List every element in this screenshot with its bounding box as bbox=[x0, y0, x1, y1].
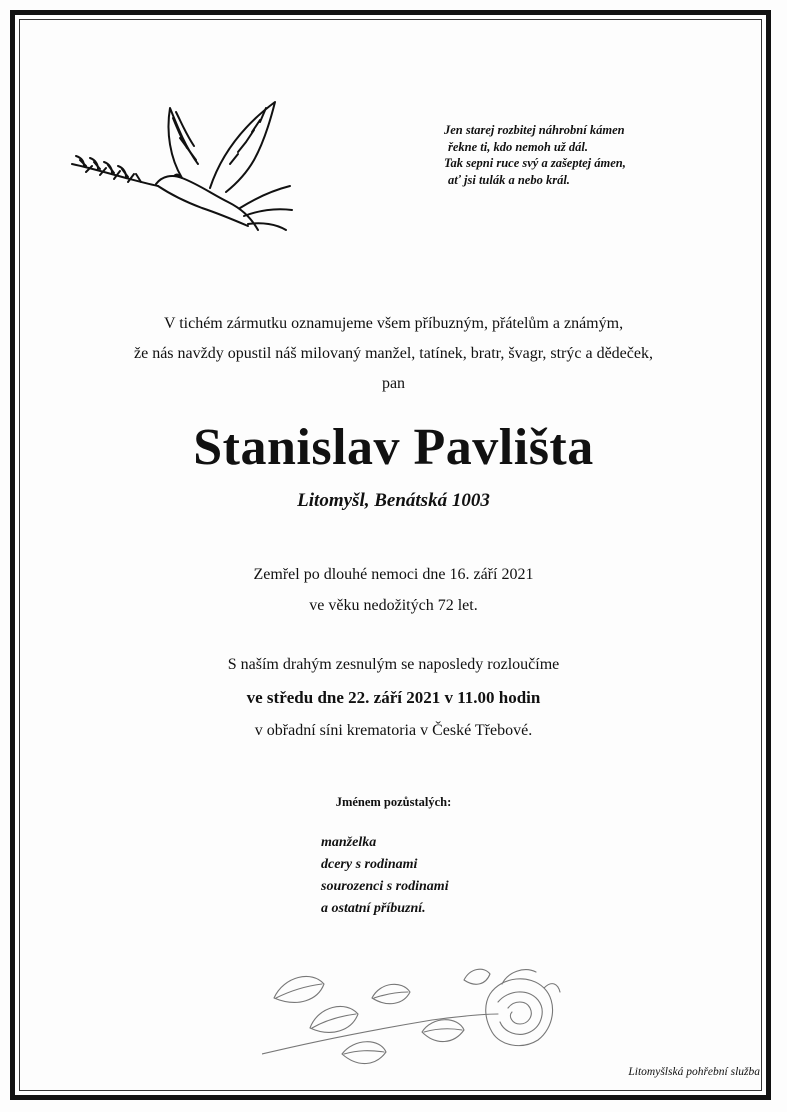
dove-icon bbox=[70, 98, 295, 240]
announcement-line: že nás navždy opustil náš milovaný manžel, tatínek, bratr, švagr, strýc a dědeček, bbox=[134, 345, 653, 362]
poem-line: řekne ti, kdo nemoh už dál. bbox=[448, 139, 588, 154]
funeral-line: S naším drahým zesnulým se naposledy rozloučíme bbox=[227, 656, 560, 673]
announcement-line: pan bbox=[381, 375, 406, 392]
survivor-item: manželka bbox=[321, 835, 377, 850]
survivor-item: a ostatní příbuzní. bbox=[321, 901, 426, 916]
funeral-service-credit: Litomyšlská pohřební služba bbox=[628, 1066, 760, 1078]
survivor-item: sourozenci s rodinami bbox=[321, 879, 449, 894]
funeral-date: ve středu dne 22. září 2021 v 11.00 hodin bbox=[246, 688, 541, 707]
funeral-info bbox=[0, 648, 787, 747]
announcement bbox=[0, 309, 787, 399]
announcement-line: V tichém zármutku oznamujeme všem příbuzným, přátelům a známým, bbox=[163, 315, 624, 332]
death-info-line: ve věku nedožitých 72 let. bbox=[309, 597, 478, 614]
deceased-name: Stanislav Pavlišta bbox=[193, 419, 594, 476]
poem-line: Tak sepni ruce svý a zašeptej ámen, bbox=[444, 156, 626, 170]
survivors-title: Jménem pozůstalých: bbox=[335, 795, 452, 809]
death-info bbox=[0, 559, 787, 621]
funeral-line: v obřadní síni krematoria v České Třebové. bbox=[254, 722, 533, 739]
rose-illustration bbox=[262, 958, 562, 1088]
poem-line: ať jsi tulák a nebo král. bbox=[448, 172, 570, 187]
survivors-list bbox=[321, 832, 449, 920]
deceased-address: Litomyšl, Benátská 1003 bbox=[297, 490, 490, 511]
poem bbox=[444, 122, 704, 188]
poem-line: Jen starej rozbitej náhrobní kámen bbox=[444, 123, 625, 137]
survivor-item: dcery s rodinami bbox=[321, 857, 418, 872]
death-info-line: Zemřel po dlouhé nemoci dne 16. září 2021 bbox=[253, 566, 534, 583]
